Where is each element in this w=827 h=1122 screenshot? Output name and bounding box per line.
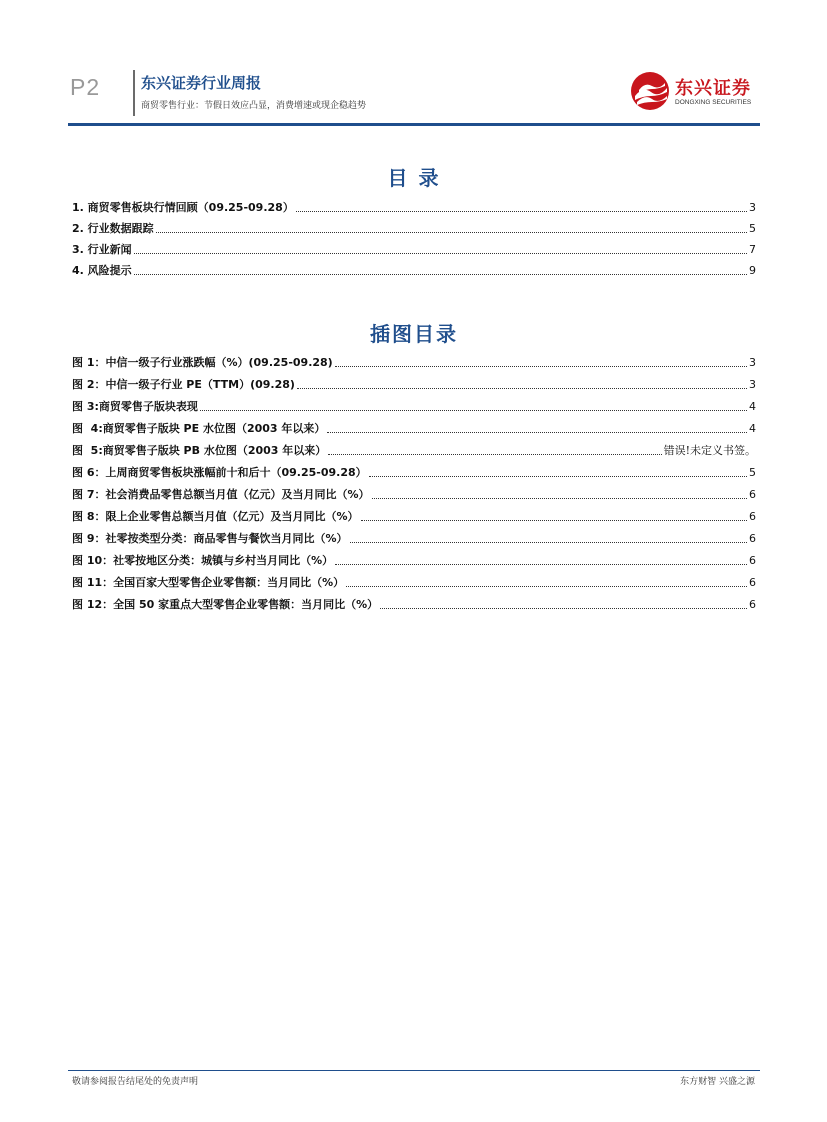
dot-leader — [134, 253, 747, 254]
figure-toc-label: 图 7：社会消费品零售总额当月值（亿元）及当月同比（%） — [72, 488, 370, 501]
figure-toc-page: 4 — [749, 400, 756, 413]
figure-toc-entry[interactable] — [72, 508, 756, 524]
figure-toc-page: 4 — [749, 422, 756, 435]
toc-entry-page: 3 — [749, 201, 756, 214]
dot-leader — [297, 388, 747, 389]
figure-toc-entry[interactable] — [72, 376, 756, 392]
page-number: P2 — [70, 74, 101, 100]
figure-toc-entry[interactable] — [72, 486, 756, 502]
figures-toc-title: 插图目录 — [370, 322, 458, 346]
dot-leader — [134, 274, 747, 275]
figure-toc-label: 图 4:商贸零售子版块 PE 水位图（2003 年以来） — [72, 422, 326, 435]
toc-entry[interactable] — [72, 220, 756, 236]
figure-toc-page: 6 — [749, 598, 756, 611]
figure-toc-page: 3 — [749, 378, 756, 391]
figure-toc-label: 图 2：中信一级子行业 PE（TTM）(09.28) — [72, 378, 295, 391]
figure-toc-entry[interactable] — [72, 354, 756, 370]
dot-leader — [335, 564, 747, 565]
dot-leader — [372, 498, 747, 499]
toc-entry-label: 3. 行业新闻 — [72, 243, 132, 256]
figure-toc-page-error: 错误!未定义书签。 — [663, 444, 756, 457]
dot-leader — [200, 410, 747, 411]
dot-leader — [296, 211, 747, 212]
header-rule — [68, 123, 760, 126]
figure-toc-label: 图 12：全国 50 家重点大型零售企业零售额：当月同比（%） — [72, 598, 379, 611]
dot-leader — [327, 432, 747, 433]
figure-toc-page: 6 — [749, 532, 756, 545]
toc-entry-page: 9 — [749, 264, 756, 277]
toc-entry-label: 1. 商贸零售板块行情回顾（09.25-09.28） — [72, 201, 294, 214]
figure-toc-label: 图 5:商贸零售子版块 PB 水位图（2003 年以来） — [72, 444, 327, 457]
figure-toc-entry[interactable] — [72, 596, 756, 612]
figure-toc-entry[interactable] — [72, 552, 756, 568]
toc-entry[interactable] — [72, 262, 756, 278]
figure-toc-page: 6 — [749, 488, 756, 501]
logo-emblem-icon — [631, 72, 669, 110]
dot-leader — [369, 476, 747, 477]
figure-toc-page: 6 — [749, 510, 756, 523]
toc-entry[interactable] — [72, 199, 756, 215]
figure-toc-entry[interactable] — [72, 574, 756, 590]
figure-toc-label: 图 8：限上企业零售总额当月值（亿元）及当月同比（%） — [72, 510, 359, 523]
dot-leader — [156, 232, 747, 233]
figure-toc-page: 5 — [749, 466, 756, 479]
figure-toc-page: 3 — [749, 356, 756, 369]
figure-toc-label: 图 9：社零按类型分类：商品零售与餐饮当月同比（%） — [72, 532, 348, 545]
toc-entry-page: 5 — [749, 222, 756, 235]
figure-toc-label: 图 10：社零按地区分类：城镇与乡村当月同比（%） — [72, 554, 334, 567]
figure-toc-entry[interactable] — [72, 464, 756, 480]
toc-entry[interactable] — [72, 241, 756, 257]
dot-leader — [361, 520, 747, 521]
toc-entry-page: 7 — [749, 243, 756, 256]
dot-leader — [335, 366, 747, 367]
logo-english-name: DONGXING SECURITIES — [675, 99, 752, 106]
company-logo — [631, 72, 761, 112]
figure-toc-label: 图 11：全国百家大型零售企业零售额：当月同比（%） — [72, 576, 345, 589]
footer-slogan: 东方财智 兴盛之源 — [680, 1077, 755, 1087]
figure-toc-label: 图 3:商贸零售子版块表现 — [72, 400, 198, 413]
toc-entry-label: 4. 风险提示 — [72, 264, 132, 277]
report-subtitle: 商贸零售行业：节假日效应凸显，消费增速或现企稳趋势 — [141, 101, 367, 111]
figure-toc-label: 图 6：上周商贸零售板块涨幅前十和后十（09.25-09.28） — [72, 466, 367, 479]
figure-toc-entry[interactable] — [72, 420, 756, 436]
footer-disclaimer: 敬请参阅报告结尾处的免责声明 — [72, 1077, 199, 1087]
dot-leader — [328, 454, 661, 455]
toc-entry-label: 2. 行业数据跟踪 — [72, 222, 154, 235]
figure-toc-page: 6 — [749, 554, 756, 567]
dot-leader — [350, 542, 747, 543]
header-divider — [133, 70, 135, 116]
dot-leader — [380, 608, 747, 609]
logo-name: 东兴证券 — [675, 78, 751, 99]
dot-leader — [346, 586, 747, 587]
figure-toc-entry[interactable] — [72, 530, 756, 546]
figure-toc-entry[interactable] — [72, 398, 756, 414]
footer-rule — [68, 1070, 760, 1071]
figure-toc-page: 6 — [749, 576, 756, 589]
figure-toc-label: 图 1：中信一级子行业涨跌幅（%）(09.25-09.28) — [72, 356, 333, 369]
figure-toc-entry[interactable] — [72, 442, 756, 458]
report-title: 东兴证券行业周报 — [141, 74, 262, 92]
toc-title: 目 录 — [387, 166, 441, 190]
